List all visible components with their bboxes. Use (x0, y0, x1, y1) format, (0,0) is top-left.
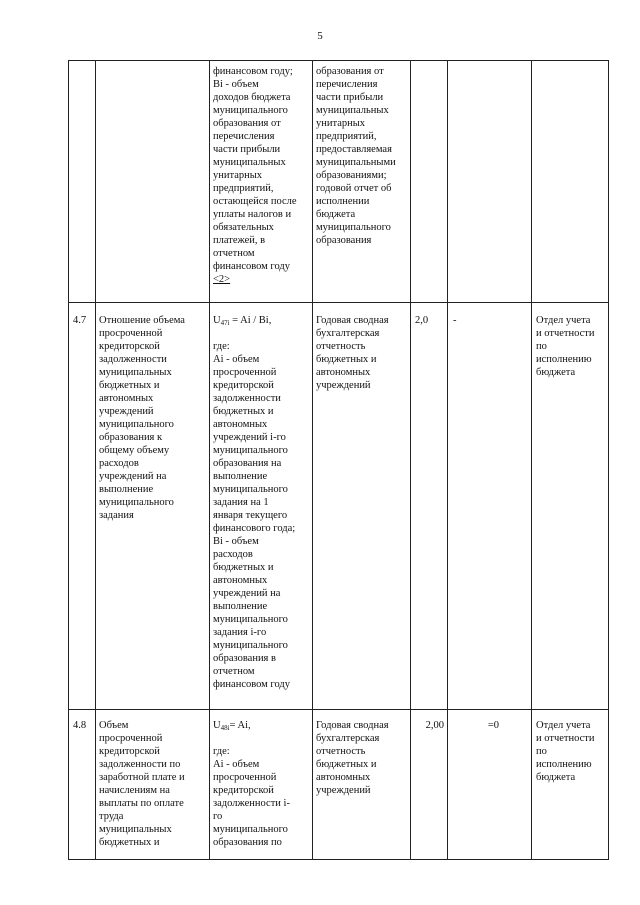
formula-text: где: Ai - объем просроченной кредиторской задолженности i- го муниципального образования по (213, 746, 290, 848)
column-divider (95, 60, 96, 860)
table-bottom-border (68, 859, 609, 860)
formula-symbol: U (213, 315, 221, 326)
page-number: 5 (317, 30, 323, 42)
responsible-department: Отдел учета и отчетности по исполнению бюджета (536, 720, 595, 783)
table-top-border (68, 60, 609, 61)
column-divider (447, 60, 448, 860)
responsible-department: Отдел учета и отчетности по исполнению бюджета (536, 315, 595, 378)
column-divider (209, 60, 210, 860)
column-divider (410, 60, 411, 860)
source-cell: Годовая сводная бухгалтерская отчетность бюджетных и автономных учреждений (316, 315, 389, 391)
column-divider (312, 60, 313, 860)
formula-cell (213, 65, 311, 286)
formula-text: финансовом году; Bi - объем доходов бюджета муниципального образования от перечисления части прибыли муниципальных унитарных предприятий, остающейся после уплаты налогов и обязательных платежей, в отчетном финансовом году (213, 66, 297, 272)
row-number: 4.8 (73, 720, 87, 731)
target-value: =0 (487, 720, 499, 731)
formula-subscript: 48i (220, 724, 230, 732)
formula-expression: = Ai / Bi, (229, 315, 272, 326)
footnote-reference-link[interactable]: <2> (213, 274, 231, 285)
weight-value: 2,00 (425, 720, 444, 731)
formula-cell (213, 314, 311, 691)
formula-expression: = Ai, (229, 720, 251, 731)
target-value: - (453, 315, 457, 326)
column-divider (608, 60, 609, 860)
formula-text: где: Ai - объем просроченной кредиторской задолженности бюджетных и автономных учреждений i-го муниципального образования на выполнение муниципального задания на 1 января текущего финансового года; Bi - объем расходов бюджетных и автономных учреждений на выполнение муниципального задания i-го муниципального образования в отчетном финансовом году (213, 341, 296, 690)
row-divider (68, 709, 609, 710)
row-divider (68, 302, 609, 303)
column-divider (531, 60, 532, 860)
indicator-name: Объем просроченной кредиторской задолженности по заработной плате и начислениям на выплаты по оплате труда муниципальных бюджетных и (99, 720, 185, 848)
row-number: 4.7 (73, 315, 87, 326)
source-cell: Годовая сводная бухгалтерская отчетность бюджетных и автономных учреждений (316, 720, 389, 796)
weight-value: 2,0 (415, 315, 429, 326)
indicator-name: Отношение объема просроченной кредиторской задолженности муниципальных бюджетных и автономных учреждений муниципального образования к общему объему расходов учреждений на выполнение муниципального задания (99, 315, 185, 521)
formula-cell (213, 719, 311, 849)
column-divider (68, 60, 69, 860)
formula-symbol: U (213, 720, 221, 731)
formula-subscript: 47i (220, 319, 230, 327)
source-cell: образования от перечисления части прибыли муниципальных унитарных предприятий, предоставляемая муниципальными образованиями; годовой отчет об исполнении бюджета муниципального образования (316, 66, 396, 246)
